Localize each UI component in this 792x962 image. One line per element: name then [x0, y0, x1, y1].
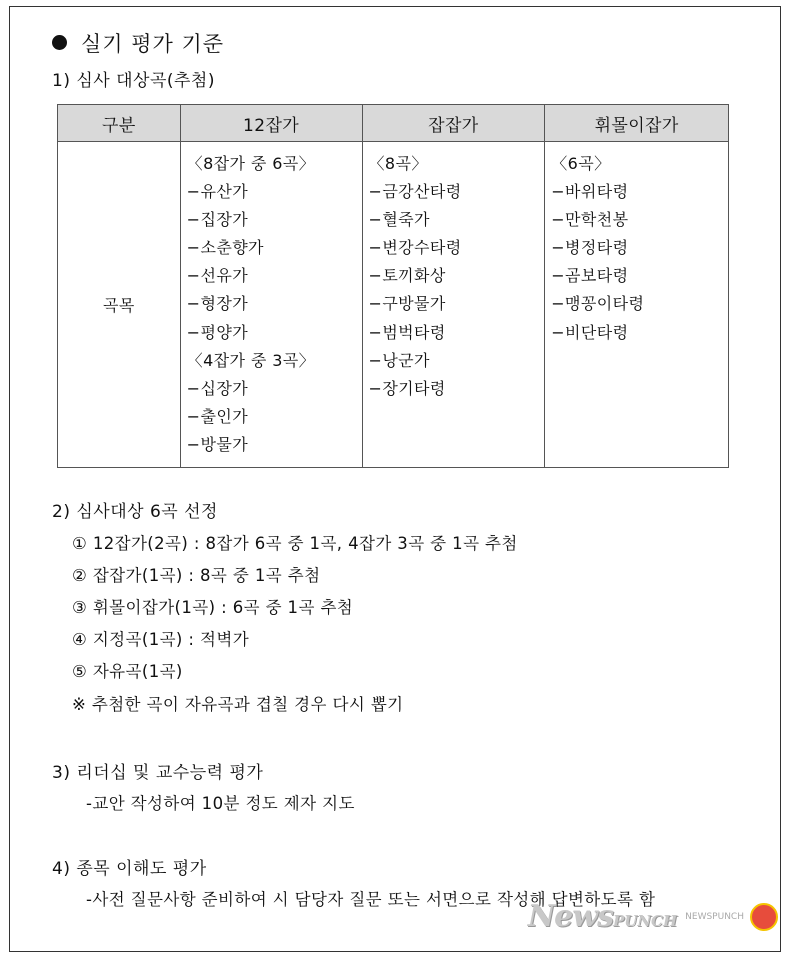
section4-detail: -사전 질문사항 준비하여 시 담당자 질문 또는 서면으로 작성해 답변하도록 함: [86, 890, 656, 909]
song-item: −형장가: [186, 294, 249, 314]
table-header-row: [58, 105, 729, 142]
song-item: −변강수타령: [368, 238, 462, 258]
song-item: −집장가: [186, 210, 249, 230]
selection-item: ③ 휘몰이잡가(1곡) : 6곡 중 1곡 추첨: [72, 598, 354, 617]
song-item: −선유가: [186, 266, 249, 286]
column-hwimoriga: [545, 142, 729, 468]
selection-item: ① 12잡가(2곡) : 8잡가 6곡 중 1곡, 4잡가 3곡 중 1곡 추첨: [72, 534, 518, 553]
song-item: −소춘향가: [186, 238, 264, 258]
bullet-icon: [52, 35, 67, 50]
song-item: −장기타령: [368, 378, 446, 398]
watermark-logo: [528, 899, 677, 934]
song-item: −바위타령: [551, 182, 629, 202]
song-item: −맹꽁이타령: [551, 294, 645, 314]
song-item: −평양가: [186, 322, 249, 342]
table-header: 잡잡가: [362, 105, 545, 142]
selection-note: ※ 추첨한 곡이 자유곡과 겹칠 경우 다시 뽑기: [72, 695, 404, 714]
table-header: 구분: [58, 105, 181, 142]
song-item: −방물가: [186, 434, 249, 454]
song-item: −낭군가: [368, 350, 430, 370]
table-header: 12잡가: [180, 105, 362, 142]
watermark-logo-small: PUNCH: [612, 912, 678, 930]
song-item: −유산가: [186, 182, 249, 202]
song-item: −출인가: [186, 406, 249, 426]
newspunch-watermark: [528, 899, 778, 934]
song-item: −구방물가: [368, 294, 446, 314]
selection-item: ⑤ 자유곡(1곡): [72, 662, 183, 681]
punch-glove-icon: [750, 903, 778, 931]
section3-heading: 3) 리더십 및 교수능력 평가: [52, 763, 264, 783]
selection-item: ④ 지정곡(1곡) : 적벽가: [72, 630, 250, 649]
section3-detail: -교안 작성하여 10분 정도 제자 지도: [86, 794, 355, 813]
section4-heading: 4) 종목 이해도 평가: [52, 859, 207, 879]
song-item: −토끼화상: [368, 266, 446, 286]
song-item: 〈8곡〉: [368, 154, 428, 173]
song-item: −만학천봉: [551, 210, 629, 230]
watermark-sub: NEWSPUNCH: [685, 911, 744, 922]
section1-heading: 1) 심사 대상곡(추첨): [52, 71, 215, 91]
song-item: −혈죽가: [368, 210, 430, 230]
song-item: −금강산타령: [368, 182, 462, 202]
section2-heading: 2) 심사대상 6곡 선정: [52, 502, 218, 522]
song-item: −병정타령: [551, 238, 629, 258]
page-title: [52, 28, 224, 58]
table-header: 휘몰이잡가: [545, 105, 729, 142]
song-item: −비단타령: [551, 322, 629, 342]
column-japjapga: [362, 142, 545, 468]
table-row: [58, 142, 729, 468]
song-item: 〈8잡가 중 6곡〉: [186, 154, 316, 173]
song-table: [57, 104, 729, 468]
song-item: 〈4잡가 중 3곡〉: [186, 350, 316, 370]
song-item: −범벅타령: [368, 322, 446, 342]
watermark-logo-big: News: [527, 899, 613, 934]
song-item: −곰보타령: [551, 266, 629, 286]
song-item: 〈6곡〉: [551, 154, 611, 173]
page-title-text: 실기 평가 기준: [81, 32, 225, 56]
column-12japga: [180, 142, 362, 468]
selection-item: ② 잡잡가(1곡) : 8곡 중 1곡 추첨: [72, 566, 321, 585]
row-label: 곡목: [58, 142, 181, 468]
song-item: −십장가: [186, 378, 249, 398]
